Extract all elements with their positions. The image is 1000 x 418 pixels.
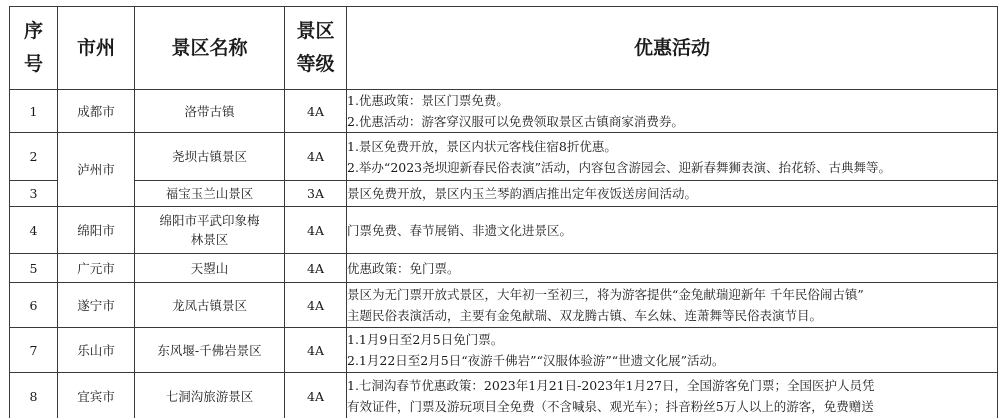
level-cell: 4A bbox=[285, 90, 347, 133]
city-cell: 乐山市 bbox=[58, 328, 135, 373]
header-seq-line2: 号 bbox=[23, 53, 43, 75]
table-row bbox=[10, 181, 998, 207]
scenic-name-cell: 洛带古镇 bbox=[135, 90, 285, 133]
level-cell: 4A bbox=[285, 207, 347, 254]
scenic-name-cell: 东风堰-千佛岩景区 bbox=[135, 328, 285, 373]
seq-cell: 7 bbox=[10, 328, 58, 373]
header-level bbox=[285, 7, 347, 90]
level-cell: 3A bbox=[285, 181, 347, 207]
seq-cell: 8 bbox=[10, 373, 58, 418]
activity-line: 1.优惠政策：景区门票免费。 bbox=[347, 93, 509, 108]
header-row bbox=[10, 7, 998, 90]
table-row bbox=[10, 254, 998, 283]
activity-cell bbox=[347, 181, 998, 207]
table-row bbox=[10, 328, 998, 373]
level-cell: 4A bbox=[285, 373, 347, 418]
scenic-name-cell: 尧坝古镇景区 bbox=[135, 133, 285, 181]
scenic-name-cell: 福宝玉兰山景区 bbox=[135, 181, 285, 207]
table-row bbox=[10, 133, 998, 181]
seq-cell: 1 bbox=[10, 90, 58, 133]
header-level-line2: 等级 bbox=[296, 53, 335, 75]
header-scenic-name: 景区名称 bbox=[135, 7, 285, 90]
activity-cell bbox=[347, 90, 998, 133]
level-cell: 4A bbox=[285, 328, 347, 373]
table-row bbox=[10, 207, 998, 254]
activity-cell bbox=[347, 373, 998, 418]
activity-cell bbox=[347, 328, 998, 373]
activity-line: 1.七洞沟春节优惠政策：2023年1月21日-2023年1月27日，全国游客免门票；全国医护人员凭 bbox=[347, 378, 875, 393]
activity-line: 门票免费、春节展销、非遗文化进景区。 bbox=[347, 222, 573, 238]
header-seq bbox=[10, 7, 58, 90]
table-row bbox=[10, 283, 998, 328]
scenic-name-cell: 龙凤古镇景区 bbox=[135, 283, 285, 328]
level-cell: 4A bbox=[285, 133, 347, 181]
table-row bbox=[10, 90, 998, 133]
scenic-name-cell: 天曌山 bbox=[135, 254, 285, 283]
city-cell: 宜宾市 bbox=[58, 373, 135, 418]
seq-cell: 4 bbox=[10, 207, 58, 254]
activity-line: 景区免费开放，景区内玉兰琴韵酒店推出定年夜饭送房间活动。 bbox=[347, 186, 698, 201]
activity-line: 1.景区免费开放，景区内状元客栈住宿8折优惠。 bbox=[347, 138, 617, 154]
level-cell: 4A bbox=[285, 254, 347, 283]
city-cell: 泸州市 bbox=[58, 133, 135, 207]
scenic-name-line: 绵阳市平武印象梅 bbox=[159, 213, 260, 228]
header-city: 市州 bbox=[58, 7, 135, 90]
activity-line: 1.1月9日至2月5日免门票。 bbox=[347, 332, 504, 347]
scenic-promotions-table bbox=[9, 6, 998, 418]
activity-cell bbox=[347, 254, 998, 283]
seq-cell: 3 bbox=[10, 181, 58, 207]
scenic-name-cell bbox=[135, 207, 285, 254]
scenic-name-cell: 七洞沟旅游景区 bbox=[135, 373, 285, 418]
activity-line: 2.举办“2023尧坝迎新春民俗表演”活动，内容包含游园会、迎新春舞狮表演、抬花轿、古典舞等。 bbox=[347, 159, 892, 175]
seq-cell: 5 bbox=[10, 254, 58, 283]
level-cell: 4A bbox=[285, 283, 347, 328]
city-cell: 绵阳市 bbox=[58, 207, 135, 254]
activity-line: 景区为无门票开放式景区，大年初一至初三，将为游客提供“金兔献瑞迎新年 千年民俗闹古镇” bbox=[347, 287, 864, 302]
activity-line: 2.优惠活动：游客穿汉服可以免费领取景区古镇商家消费券。 bbox=[347, 114, 684, 129]
header-activity: 优惠活动 bbox=[347, 7, 998, 90]
header-seq-line1: 序 bbox=[23, 20, 43, 42]
activity-cell bbox=[347, 207, 998, 254]
activity-line: 优惠政策：免门票。 bbox=[347, 260, 460, 276]
header-level-line1: 景区 bbox=[296, 20, 335, 42]
activity-cell bbox=[347, 133, 998, 181]
city-cell: 成都市 bbox=[58, 90, 135, 133]
seq-cell: 6 bbox=[10, 283, 58, 328]
activity-line: 2.1月22日至2月5日“夜游千佛岩”“汉服体验游”“世遗文化展”活动。 bbox=[347, 353, 725, 368]
table-row bbox=[10, 373, 998, 418]
activity-line: 主题民俗表演活动，主要有金兔献瑞、双龙腾古镇、车幺妹、连萧舞等民俗表演节目。 bbox=[347, 308, 823, 323]
seq-cell: 2 bbox=[10, 133, 58, 181]
activity-cell bbox=[347, 283, 998, 328]
city-cell: 遂宁市 bbox=[58, 283, 135, 328]
scenic-name-line: 林景区 bbox=[190, 232, 229, 247]
city-cell: 广元市 bbox=[58, 254, 135, 283]
activity-line: 有效证件，门票及游玩项目全免费（不含喊泉、观光车）；抖音粉丝5万人以上的游客，免费赠送 bbox=[347, 399, 874, 414]
